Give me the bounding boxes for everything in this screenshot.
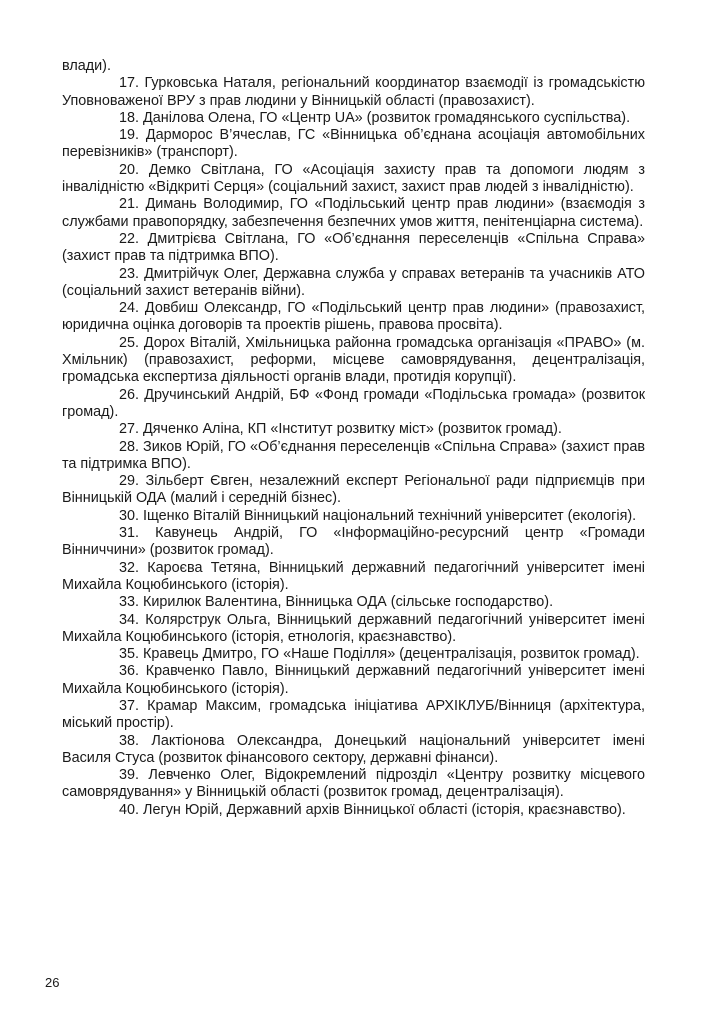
list-item: 37. Крамар Максим, громадська ініціатива АРХІКЛУБ/Вінниця (архітектура, міський простір). bbox=[62, 697, 645, 732]
list-item: 34. Колярструк Ольга, Вінницький державний педагогічний університет імені Михайла Коцюбинського (історія, етнологія, краєзнавство). bbox=[62, 611, 645, 645]
list-item: 26. Дручинський Андрій, БФ «Фонд громади «Подільська громада» (розвиток громад). bbox=[62, 386, 645, 420]
list-item: 24. Довбиш Олександр, ГО «Подільський центр прав людини» (правозахист, юридична оцінка договорів та проектів рішень, правова просвіта). bbox=[62, 300, 645, 334]
list-item: 29. Зільберт Євген, незалежний експерт Регіональної ради підприємців при Вінницькій ОДА (малий і середній бізнес). bbox=[62, 473, 645, 507]
list-item: 20. Демко Світлана, ГО «Асоціація захисту прав та допомоги людям з інвалідністю «Відкриті Серця» (соціальний захист, захист прав людей з інвалідністю). bbox=[62, 161, 645, 196]
list-item: 25. Дорох Віталій, Хмільницька районна громадська організація «ПРАВО» (м. Хмільник) (правозахист, реформи, місцеве самоврядування, децентралізація, громадська експертиза діяльності органів влади, протидія корупції). bbox=[62, 334, 645, 386]
list-item: 39. Левченко Олег, Відокремлений підрозділ «Центру розвитку місцевого самоврядування» у Вінницькій області (розвиток громад, децентралізація). bbox=[62, 767, 645, 801]
list-item: 22. Дмитрієва Світлана, ГО «Об’єднання переселенців «Спільна Справа» (захист прав та підтримка ВПО). bbox=[62, 230, 645, 265]
list-item: 23. Дмитрійчук Олег, Державна служба у справах ветеранів та учасників АТО (соціальний захист ветеранів війни). bbox=[62, 265, 645, 299]
list-item: 31. Кавунець Андрій, ГО «Інформаційно-ресурсний центр «Громади Вінниччини» (розвиток громад). bbox=[62, 525, 645, 559]
list-item: 40. Легун Юрій, Державний архів Вінницької області (історія, краєзнавство). bbox=[119, 801, 626, 818]
list-item: 19. Дарморос В’ячеслав, ГС «Вінницька об’єднана асоціація автомобільних перевізників» (транспорт). bbox=[62, 127, 645, 161]
list-item: 30. Іщенко Віталій Вінницький національний технічний університет (екологія). bbox=[119, 507, 637, 524]
list-item: 18. Данілова Олена, ГО «Центр UA» (розвиток громадянського суспільства). bbox=[119, 109, 631, 126]
list-item: 35. Кравець Дмитро, ГО «Наше Поділля» (децентралізація, розвиток громад). bbox=[119, 646, 640, 663]
list-item: 21. Димань Володимир, ГО «Подільський центр прав людини» (взаємодія з службами правопорядку, забезпечення безпечних умов життя, пенітенціарна система). bbox=[62, 196, 645, 230]
list-item: 36. Кравченко Павло, Вінницький державний педагогічний університет імені Михайла Коцюбинського (історія). bbox=[62, 663, 645, 697]
list-item: 17. Гурковська Наталя, регіональний координатор взаємодії із громадськістю Уповноваженої ВРУ з прав людини у Вінницькій області (правозахист). bbox=[62, 75, 645, 109]
list-item-continuation: влади). bbox=[62, 58, 111, 74]
list-item: 38. Лактіонова Олександра, Донецький національний університет імені Василя Стуса (розвиток фінансового сектору, державні фінанси). bbox=[62, 732, 645, 766]
list-item: 33. Кирилюк Валентина, Вінницька ОДА (сільське господарство). bbox=[119, 594, 554, 611]
list-item: 27. Дяченко Аліна, КП «Інститут розвитку міст» (розвиток громад). bbox=[119, 421, 562, 438]
page-number: 26 bbox=[45, 975, 60, 990]
list-item: 32. Кароєва Тетяна, Вінницький державний педагогічний університет імені Михайла Коцюбинського (історія). bbox=[62, 559, 645, 593]
page-body bbox=[62, 58, 645, 819]
list-item: 28. Зиков Юрій, ГО «Об’єднання переселенців «Спільна Справа» (захист прав та підтримка ВПО). bbox=[62, 438, 645, 472]
